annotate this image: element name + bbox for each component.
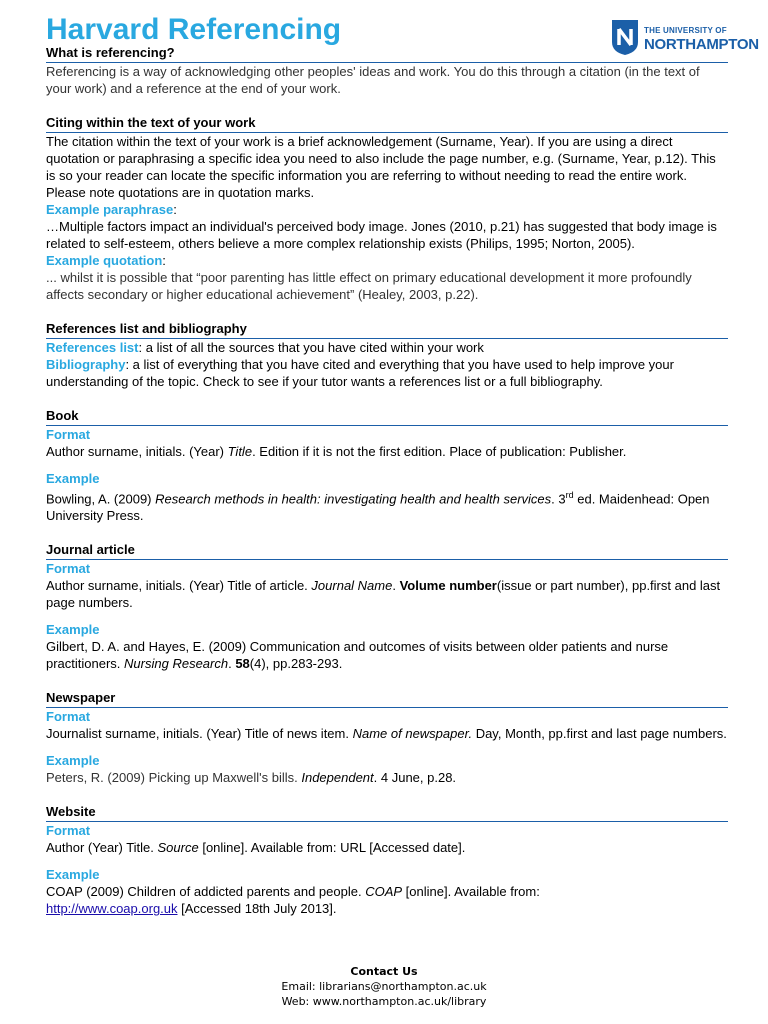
example-quotation-text: ... whilst it is possible that “poor parenting has little effect on primary educational development it more profoundly affects secondary or higher educational achievement” (Healey, 2003, p.22). <box>46 270 692 302</box>
journal-example-label: Example <box>46 622 100 638</box>
section-heading-journal: Journal article <box>46 541 728 560</box>
book-format-text: Author surname, initials. (Year) Title. Edition if it is not the first edition. Place of publication: Publisher. <box>46 444 627 459</box>
document-content <box>46 44 728 917</box>
logo-text-main: NORTHAMPTON <box>644 36 759 53</box>
example-url-link[interactable]: http://www.coap.org.uk <box>46 901 178 917</box>
website-example-label: Example <box>46 867 100 883</box>
section-heading-citing: Citing within the text of your work <box>46 114 728 133</box>
section-heading-references: References list and bibliography <box>46 320 728 339</box>
contact-footer <box>0 964 768 1009</box>
intro-paragraph: Referencing is a way of acknowledging other peoples' ideas and work. You do this through a citation (in the text of your work) and a reference at the end of your work. <box>46 64 700 96</box>
website-format-label: Format <box>46 823 91 839</box>
newspaper-format-text: Journalist surname, initials. (Year) Title of news item. Name of newspaper. Day, Month, pp.first and last page numbers. <box>46 726 727 742</box>
section-heading-newspaper: Newspaper <box>46 689 728 708</box>
journal-example-text: Gilbert, D. A. and Hayes, E. (2009) Communication and outcomes of visits between older patients and nurse practitioners. Nursing Research. 58(4), pp.283-293. <box>46 639 669 672</box>
section-heading-what-is-referencing: What is referencing? <box>46 44 728 63</box>
website-example-text: COAP (2009) Children of addicted parents and people. COAP [online]. Available from: http://www.coap.org.uk [Accessed 18th July 2013]. <box>46 884 540 917</box>
quotation-label: Example quotation <box>46 253 163 268</box>
book-example-label: Example <box>46 471 100 486</box>
newspaper-format-label: Format <box>46 709 91 725</box>
book-example-text: Bowling, A. (2009) Research methods in health: investigating health and health services. 3rd ed. Maidenhead: Open University Press. <box>46 490 710 524</box>
logo-text-small: THE UNIVERSITY OF <box>644 26 727 35</box>
bibliography-definition: Bibliography: a list of everything that you have cited and everything that you have used to help improve your understanding of the topic. Check to see if your tutor wants a references list or a full bibliography. <box>46 357 674 389</box>
book-format-label: Format <box>46 427 91 442</box>
bibliography-label: Bibliography <box>46 357 126 372</box>
section-heading-website: Website <box>46 803 728 822</box>
journal-format-label: Format <box>46 561 91 577</box>
example-paraphrase-label: Example paraphrase: <box>46 202 177 217</box>
website-format-text: Author (Year) Title. Source [online]. Available from: URL [Accessed date]. <box>46 840 466 856</box>
citing-paragraph: The citation within the text of your work is a brief acknowledgement (Surname, Year). If you are using a direct quotation or paraphrasing a specific idea you need to also include the page number, e.g. (Surname, Year, p.12). This is so your reader can locate the specific information you are referring to without needing to read the entire work. Please note quotations are in quotation marks. <box>46 134 716 200</box>
references-list-label: References list <box>46 340 139 355</box>
section-heading-book: Book <box>46 407 728 426</box>
contact-title: Contact Us <box>350 965 418 978</box>
example-quotation-label: Example quotation: <box>46 253 166 268</box>
example-paraphrase-text: …Multiple factors impact an individual's perceived body image. Jones (2010, p.21) has suggested that body image is related to self-esteem, others believe a more complex relationship exists (Philips, 1995; Norton, 2005). <box>46 219 717 251</box>
journal-format-text: Author surname, initials. (Year) Title of article. Journal Name. Volume number(issue or part number), pp.first and last page numbers. <box>46 578 721 611</box>
page-title: Harvard Referencing <box>46 13 342 46</box>
newspaper-example-label: Example <box>46 753 100 769</box>
contact-email[interactable]: Email: librarians@northampton.ac.uk <box>281 980 487 993</box>
contact-web[interactable]: Web: www.northampton.ac.uk/library <box>281 995 487 1008</box>
references-list-definition: References list: a list of all the sources that you have cited within your work <box>46 340 484 355</box>
paraphrase-label: Example paraphrase <box>46 202 174 217</box>
newspaper-example-text: Peters, R. (2009) Picking up Maxwell's bills. Independent. 4 June, p.28. <box>46 770 457 786</box>
